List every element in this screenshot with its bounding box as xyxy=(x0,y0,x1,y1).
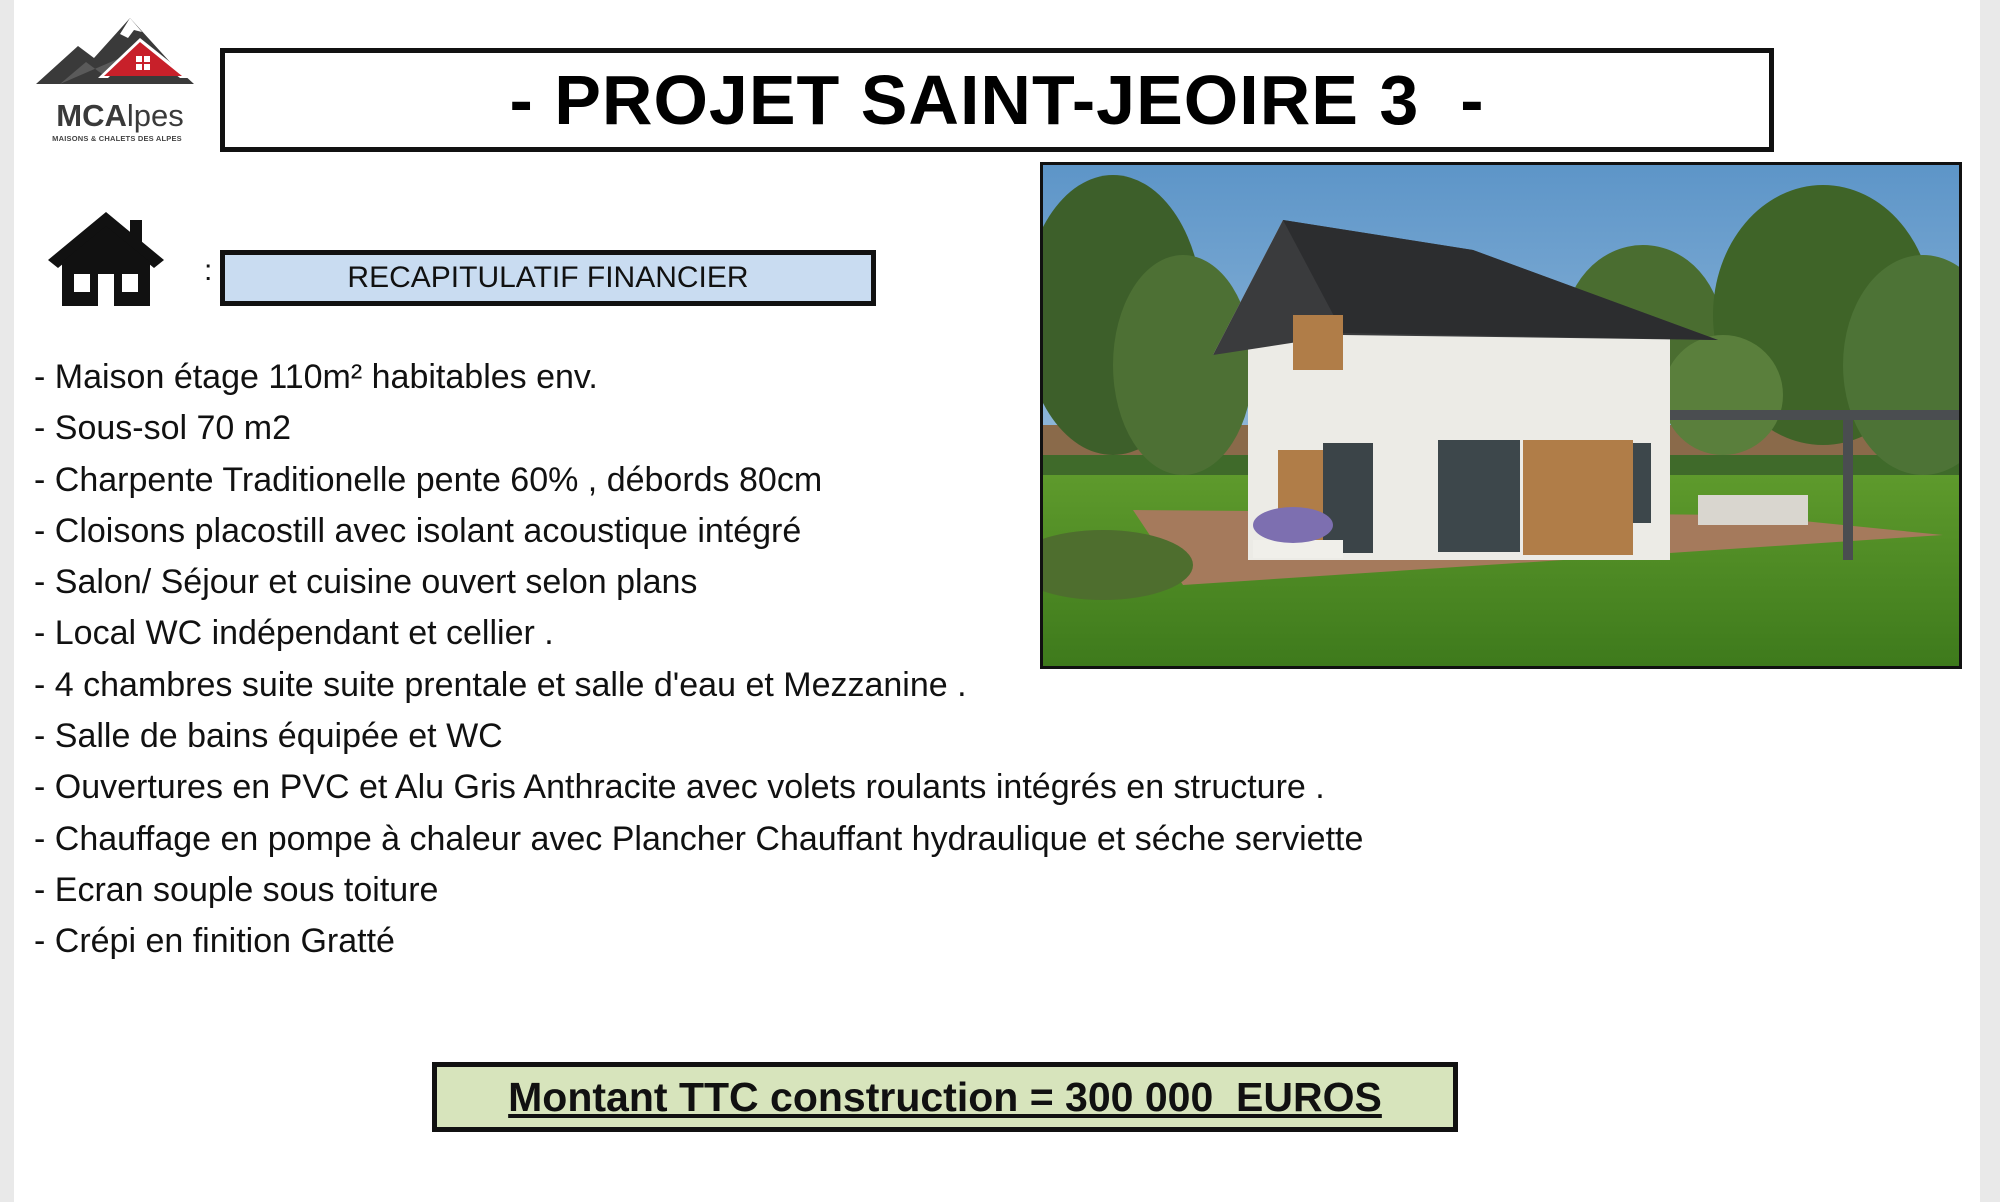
list-item: - Sous-sol 70 m2 xyxy=(34,409,291,448)
list-item: - Salle de bains équipée et WC xyxy=(34,717,503,756)
list-item: - Local WC indépendant et cellier . xyxy=(34,614,554,653)
logo-tagline: MAISONS & CHALETS DES ALPES xyxy=(52,134,182,143)
company-logo xyxy=(30,12,200,152)
list-item: - Ecran souple sous toiture xyxy=(34,870,439,909)
list-item: - Crépi en finition Gratté xyxy=(34,922,395,961)
house-icon xyxy=(44,208,168,313)
section-label: RECAPITULATIF FINANCIER xyxy=(347,261,749,294)
list-item: - Maison étage 110m² habitables env. xyxy=(34,358,598,396)
section-label-box xyxy=(220,250,876,306)
list-item: - Cloisons placostill avec isolant acoustique intégré xyxy=(34,511,802,550)
total-amount-box xyxy=(432,1062,1458,1132)
section-separator: : xyxy=(204,254,213,287)
list-item: - 4 chambres suite suite prentale et salle d'eau et Mezzanine . xyxy=(34,665,967,704)
list-item: - Ouvertures en PVC et Alu Gris Anthracite avec volets roulants intégrés en structure . xyxy=(34,768,1325,807)
list-item: - Charpente Traditionelle pente 60% , débords 80cm xyxy=(34,460,823,499)
page-edge-right xyxy=(1980,0,2000,1202)
features-list xyxy=(34,352,1363,968)
logo-wordmark: MCAlpes xyxy=(56,98,184,133)
total-amount: Montant TTC construction = 300 000 EUROS xyxy=(508,1073,1382,1120)
page-edge-left xyxy=(0,0,14,1202)
list-item: - Chauffage en pompe à chaleur avec Plancher Chauffant hydraulique et séche serviette xyxy=(34,819,1364,858)
mountain-chalet-logo-icon xyxy=(30,12,200,102)
project-title-box xyxy=(220,48,1774,152)
project-title: - PROJET SAINT-JEOIRE 3 - xyxy=(509,61,1485,139)
list-item: - Salon/ Séjour et cuisine ouvert selon plans xyxy=(34,563,698,602)
